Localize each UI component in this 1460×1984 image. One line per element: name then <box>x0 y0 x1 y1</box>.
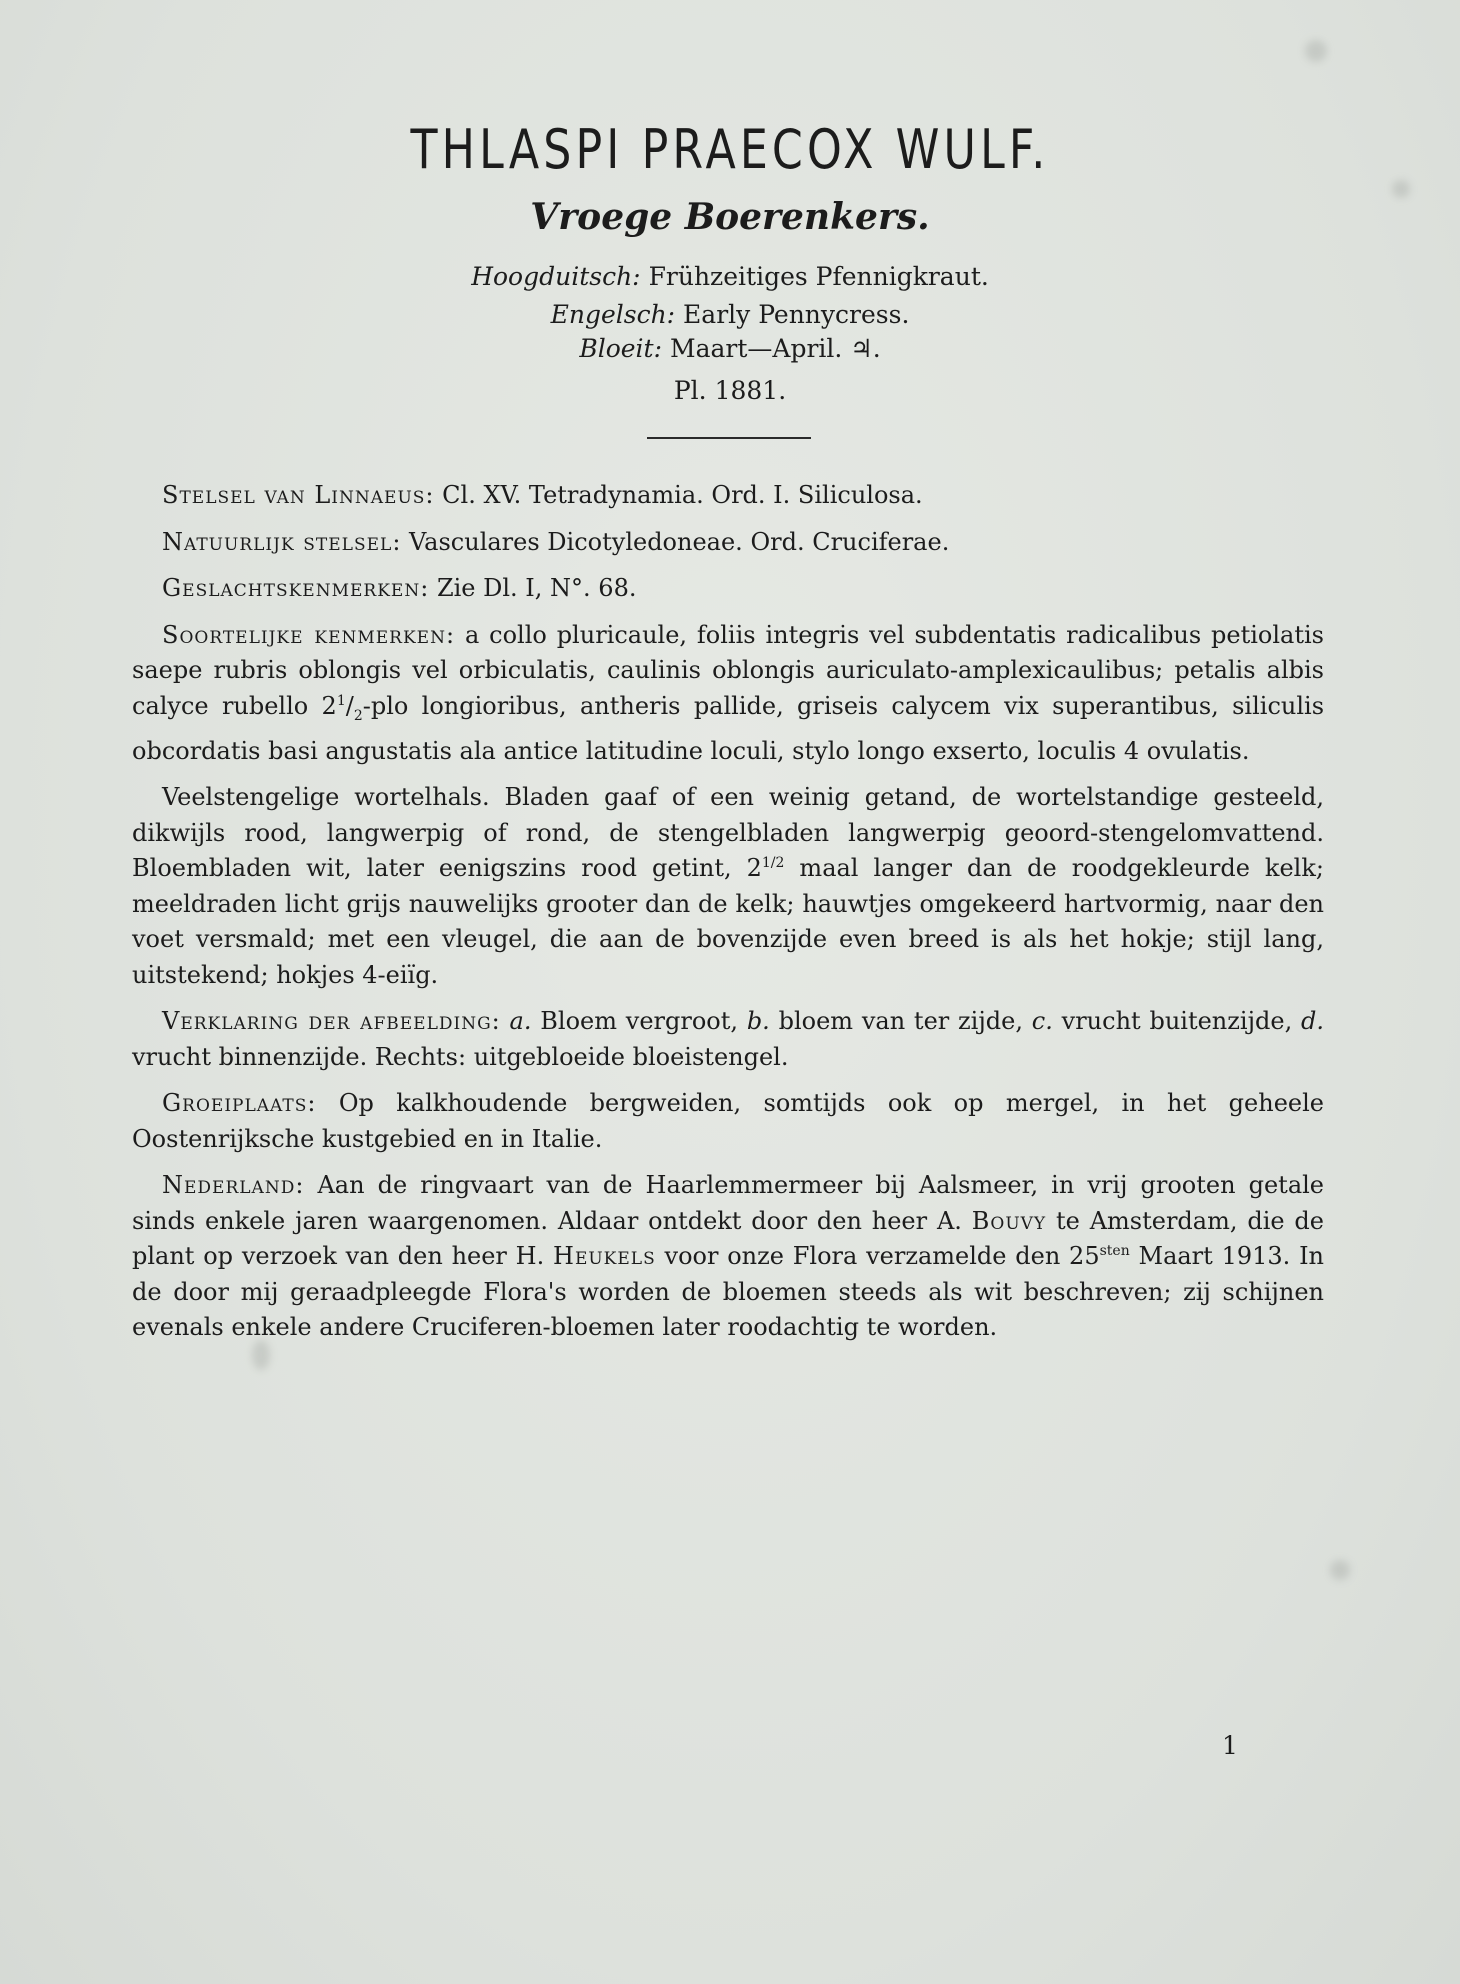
divider <box>647 437 811 439</box>
paper-spot <box>1305 40 1327 62</box>
english-name-line: Engelsch: Early Pennycress. <box>550 300 910 329</box>
linnaeus-paragraph: Stelsel van Linnaeus: Cl. XV. Tetradynamia. Ord. I. Siliculosa. <box>162 481 923 509</box>
page-title: THLASPI PRAECOX WULF. <box>410 118 1050 181</box>
german-name-line: Hoogduitsch: Frühzeitiges Pfennigkraut. <box>471 262 989 291</box>
body-text <box>132 478 1324 1357</box>
natural-system-paragraph: Natuurlijk stelsel: Vasculares Dicotyledoneae. Ord. Cruciferae. <box>162 527 950 556</box>
habitat-paragraph: Groeiplaats: Op kalkhoudende bergweiden, somtijds ook op mergel, in het geheele Oostenrijksche kustgebied en in Italie. <box>132 1089 1324 1153</box>
page-subtitle: Vroege Boerenkers. <box>530 196 930 238</box>
genus-paragraph: Geslachtskenmerken: Zie Dl. I, N°. 68. <box>162 574 637 602</box>
plate-number: Pl. 1881. <box>673 376 787 405</box>
page-number: 1 <box>1222 1731 1238 1760</box>
flowering-line: Bloeit: Maart—April. ♃. <box>579 334 881 363</box>
figure-explanation-paragraph: Verklaring der afbeelding: a. Bloem vergroot, b. bloem van ter zijde, c. vrucht buitenzijde, d. vrucht binnenzijde. Rechts: uitgebloeide bloeistengel. <box>132 1007 1324 1071</box>
species-paragraph: Soortelijke kenmerken: a collo pluricaule, foliis integris vel subdentatis radicalibus petiolatis saepe rubris oblongis vel orbiculatis, caulinis oblongis auriculato-amplexicaulibus; petalis albis calyce rubello $2^1/_2$-plo longioribus, antheris pallide, griseis calycem vix superantibus, siliculis obcordatis basi angustatis ala antice latitudine loculi, stylo longo exserto, loculis 4 ovulatis. <box>132 620 1325 765</box>
netherlands-paragraph: Nederland: Aan de ringvaart van de Haarlemmermeer bij Aalsmeer, in vrij grooten getale sinds enkele jaren waargenomen. Aldaar ontdekt door den heer A. Bouvy te Amsterdam, die de plant op verzoek van den heer H. Heukels voor onze Flora verzamelde den $25^{sten}$ Maart 1913. In de door mij geraadpleegde Flora's worden de bloemen steeds als wit beschreven; zij schijnen evenals enkele andere Cruciferen-bloemen later roodachtig te worden. <box>132 1171 1325 1342</box>
description-paragraph: Veelstengelige wortelhals. Bladen gaaf of een weinig getand, de wortelstandige gesteeld, dikwijls rood, langwerpig of rond, de stengelbladen langwerpig geoord-stengelomvattend. Bloembladen wit, later eenigszins rood getint, $2^{1/2}$ maal langer dan de roodgekleurde kelk; meeldraden licht grijs nauwelijks grooter dan de kelk; hauwtjes omgekeerd hartvormig, naar den voet versmald; met een vleugel, die aan de bovenzijde even breed is als het hokje; stijl lang, uitstekend; hokjes 4-eiïg. <box>132 783 1324 989</box>
paper-spot <box>1330 1560 1350 1580</box>
